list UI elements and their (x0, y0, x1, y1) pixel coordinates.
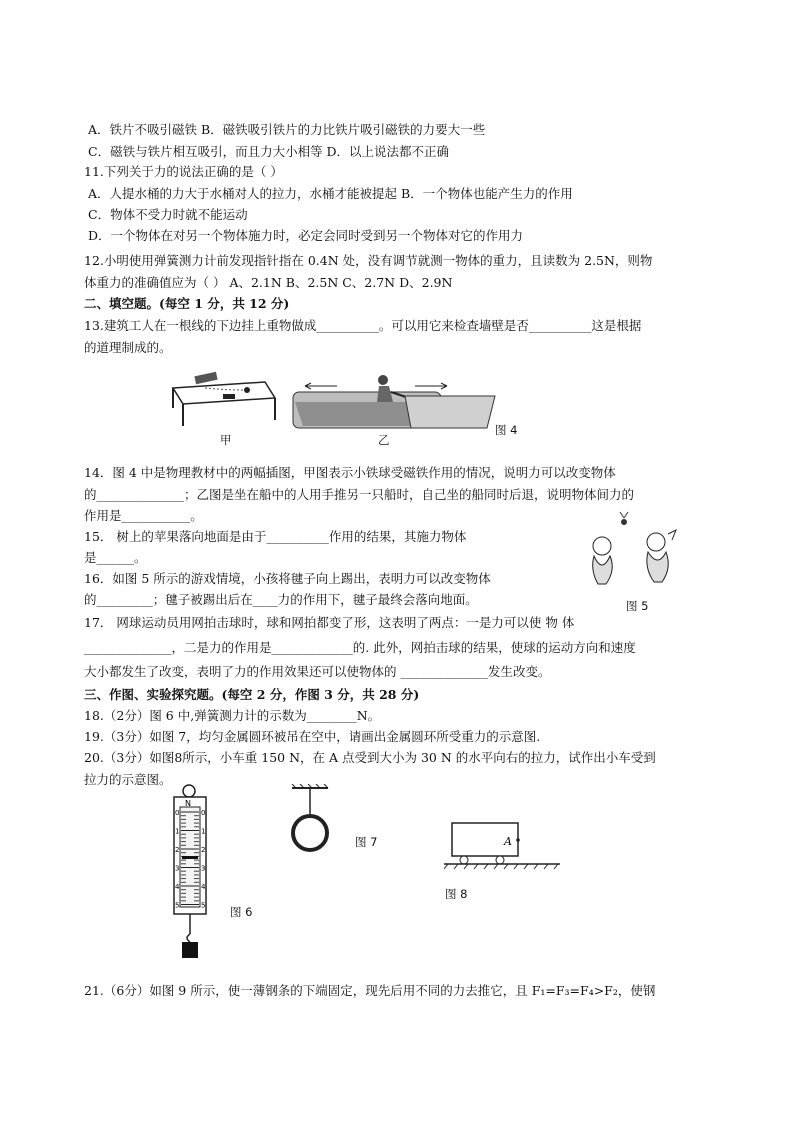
q11-option-c: C．物体不受力时就不能运动 (88, 207, 248, 222)
q11-options-ab: A．人提水桶的力大于水桶对人的拉力，水桶才能被提起 B．一个物体也能产生力的作用 (88, 186, 573, 201)
q16-stem-2: 的_________；毽子被踢出后在____力的作用下，毽子最终会落向地面。 (84, 592, 478, 607)
scale-unit-label: N (185, 799, 191, 808)
q20-stem: 20.（3分）如图8所示，小车重 150 N，在 A 点受到大小为 30 N 的水平向右的拉力，试作出小车受到 (84, 750, 656, 765)
scale-pointer (182, 856, 198, 859)
scale-tick-label-l: 5 (175, 901, 180, 910)
q14-stem: 14．图 4 中是物理教材中的两幅插图，甲图表示小铁球受磁铁作用的情况，说明力可以改变物体 (84, 465, 616, 480)
q18-stem: 18.（2分）图 6 中,弹簧测力计的示数为________N。 (84, 708, 381, 723)
scale-tick-label-r: 3 (201, 864, 206, 873)
q10-options-cd: C．磁铁与铁片相互吸引，而且力大小相等 D．以上说法都不正确 (88, 144, 450, 159)
scale-tick-label-r: 0 (201, 809, 206, 817)
q12-stem: 12.小明使用弹簧测力计前发现指针指在 0.4N 处，没有调节就测一物体的重力，且读数为 2.5N，则物 (84, 253, 653, 268)
q17-stem-2: ______________，二是力的作用是_____________的. 此外，网拍击球的结果，使球的运动方向和速度 (84, 640, 636, 655)
figure-4-jia-label: 甲 (220, 433, 232, 447)
figure-6-spring-scale (168, 784, 228, 970)
q19-stem: 19.（3分）如图 7，均匀金属圆环被吊在空中，请画出金属圆环所受重力的示意图. (84, 729, 541, 744)
figure-4-jia-table (173, 372, 275, 426)
scale-tick-label-r: 5 (201, 901, 206, 910)
section-2-heading: 二、填空题。(每空 1 分，共 12 分) (84, 296, 290, 311)
hanging-weight (182, 942, 198, 958)
q17-stem-3: 大小都发生了改变，表明了力的作用效果还可以使物体的 ______________发生改变。 (84, 664, 551, 679)
scale-tick-label-l: 1 (175, 827, 180, 836)
q20-stem-2: 拉力的示意图。 (84, 772, 172, 787)
figure-4-yi-boats (293, 375, 495, 428)
figure-5-kids-shuttlecock (580, 510, 690, 596)
q16-stem: 16．如图 5 所示的游戏情境，小孩将毽子向上踢出，表明力可以改变物体 (84, 571, 491, 586)
section-3-heading: 三、作图、实验探究题。(每空 2 分，作图 3 分，共 28 分) (84, 687, 420, 702)
q21-stem: 21.（6分）如图 9 所示，使一薄钢条的下端固定，现先后用不同的力去推它，且 F₁=F₃=F₄>F₂，使钢 (84, 983, 656, 998)
q12-options: 体重力的准确值应为（ ） A、2.1N B、2.5N C、2.7N D、2.9N (84, 275, 453, 290)
scale-tick-label-l: 3 (175, 864, 180, 873)
point-a (516, 838, 520, 842)
figure-8-cart (444, 818, 564, 870)
figure-8-caption: 图 8 (445, 887, 468, 901)
figure-4-caption: 图 4 (495, 423, 518, 437)
scale-tick-label-l: 4 (175, 883, 180, 891)
q11-option-d: D．一个物体在对另一个物体施力时，必定会同时受到另一个物体对它的作用力 (88, 228, 524, 243)
q10-options-ab: A．铁片不吸引磁铁 B．磁铁吸引铁片的力比铁片吸引磁铁的力要大一些 (88, 122, 486, 137)
figure-4-yi-label: 乙 (378, 433, 390, 447)
q11-stem: 11.下列关于力的说法正确的是（ ） (84, 164, 283, 179)
q14-stem-2: 的______________；乙图是坐在船中的人用手推另一只船时，自己坐的船同时后退，说明物体间力的 (84, 487, 635, 502)
q15-stem: 15． 树上的苹果落向地面是由于__________作用的结果，其施力物体 (84, 529, 467, 544)
figure-7-hanging-ring (288, 784, 338, 856)
figure-5-caption: 图 5 (626, 599, 649, 613)
scale-tick-label-r: 1 (201, 827, 206, 836)
q13-stem-cont: 的道理制成的。 (84, 340, 172, 355)
figure-4 (165, 368, 525, 446)
q15-stem-2: 是______。 (84, 550, 147, 565)
scale-tick-label-r: 4 (201, 883, 206, 891)
point-a-label: A (504, 835, 512, 848)
figure-6-caption: 图 6 (230, 905, 253, 919)
scale-tick-label-l: 0 (175, 809, 180, 817)
q14-stem-3: 作用是___________。 (84, 508, 203, 523)
scale-tick-label-r: 2 (201, 846, 206, 854)
q13-stem: 13.建筑工人在一根线的下边挂上重物做成__________。可以用它来检查墙壁是否__________这是根据 (84, 318, 642, 333)
q17-stem: 17． 网球运动员用网拍击球时，球和网拍都变了形，这表明了两点：一是力可以使 物 体 (84, 615, 575, 630)
scale-tick-label-l: 2 (175, 846, 180, 854)
figure-7-caption: 图 7 (355, 835, 378, 849)
